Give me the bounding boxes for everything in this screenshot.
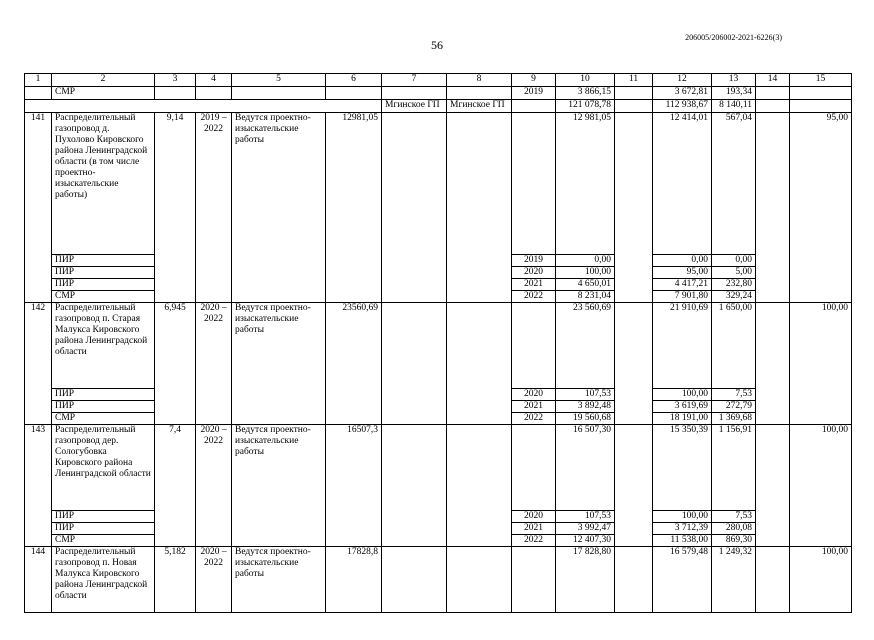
- gasification-program-table: [24, 73, 852, 613]
- amount-local: 1 249,32: [712, 547, 756, 613]
- item-number: 144: [25, 547, 52, 613]
- amount-local: 8 140,11: [712, 100, 756, 113]
- stage-label: ПИР: [52, 255, 155, 267]
- stage-label: ПИР: [52, 389, 155, 401]
- amount-local: 7,53: [712, 389, 756, 401]
- year-cell: 2022: [512, 413, 556, 425]
- amount-federal: 3 712,39: [653, 523, 712, 535]
- period-cell: 2020 – 2022: [196, 425, 232, 547]
- item-row: [25, 547, 852, 613]
- document-code: 206005/206002-2021-6226(3): [685, 33, 782, 42]
- item-row: [25, 303, 852, 389]
- col-header: 6: [326, 74, 382, 87]
- amount-local: 1 650,00: [712, 303, 756, 389]
- amount-federal: 0,00: [653, 255, 712, 267]
- municipality-total-row: [25, 100, 852, 113]
- length-cell: 5,182: [155, 547, 196, 613]
- item-number: 143: [25, 425, 52, 547]
- amount-total: 12 407,30: [556, 535, 615, 547]
- col-header: 15: [790, 74, 852, 87]
- amount-local: 7,53: [712, 511, 756, 523]
- period-cell: 2020 – 2022: [196, 547, 232, 613]
- amount-federal: 3 672,81: [653, 87, 712, 100]
- status-cell: Ведутся проектно-изыскательские работы: [232, 425, 326, 547]
- period-cell: 2020 – 2022: [196, 303, 232, 425]
- cost-cell: 17828,8: [326, 547, 382, 613]
- completion-cell: 100,00: [790, 425, 852, 547]
- column-number-header-row: [25, 74, 852, 87]
- col-header: 10: [556, 74, 615, 87]
- stage-label: СМР: [52, 535, 155, 547]
- amount-federal: 11 538,00: [653, 535, 712, 547]
- stage-label: СМР: [52, 291, 155, 303]
- col-header: 5: [232, 74, 326, 87]
- amount-total: 3 892,48: [556, 401, 615, 413]
- amount-total: 19 560,68: [556, 413, 615, 425]
- length-cell: 7,4: [155, 425, 196, 547]
- item-name: Распределительный газопровод п. Старая Малукса Кировского района Ленинградской области: [52, 303, 155, 389]
- cost-cell: 16507,3: [326, 425, 382, 547]
- amount-federal: 18 191,00: [653, 413, 712, 425]
- amount-local: 869,30: [712, 535, 756, 547]
- stage-label: ПИР: [52, 523, 155, 535]
- year-cell: 2021: [512, 279, 556, 291]
- item-number: 141: [25, 113, 52, 303]
- amount-federal: 7 901,80: [653, 291, 712, 303]
- amount-total: 16 507,30: [556, 425, 615, 511]
- year-cell: 2020: [512, 267, 556, 279]
- amount-total: 4 650,01: [556, 279, 615, 291]
- col-header: 13: [712, 74, 756, 87]
- length-cell: 9,14: [155, 113, 196, 303]
- stage-label: ПИР: [52, 401, 155, 413]
- year-cell: 2019: [512, 87, 556, 100]
- amount-total: 121 078,78: [556, 100, 615, 113]
- col-header: 12: [653, 74, 712, 87]
- completion-cell: 100,00: [790, 303, 852, 425]
- completion-cell: 100,00: [790, 547, 852, 613]
- cost-cell: 23560,69: [326, 303, 382, 425]
- item-row: [25, 113, 852, 255]
- page-number: 56: [431, 38, 443, 52]
- amount-total: 3 992,47: [556, 523, 615, 535]
- amount-total: 17 828,80: [556, 547, 615, 613]
- stage-label: ПИР: [52, 267, 155, 279]
- amount-federal: 95,00: [653, 267, 712, 279]
- year-cell: 2019: [512, 255, 556, 267]
- col-header: 1: [25, 74, 52, 87]
- year-cell: 2021: [512, 401, 556, 413]
- amount-local: 232,80: [712, 279, 756, 291]
- item-name: Распределительный газопровод п. Новая Малукса Кировского района Ленинградской области: [52, 547, 155, 613]
- amount-federal: 15 350,39: [653, 425, 712, 511]
- item-name: Распределительный газопровод д. Пухолово Кировского района Ленинградской области (в том числе проектно-изыскательские работы): [52, 113, 155, 255]
- amount-total: 0,00: [556, 255, 615, 267]
- col-header: 14: [756, 74, 790, 87]
- col-header: 8: [447, 74, 512, 87]
- stage-label: СМР: [52, 87, 155, 100]
- stage-label: ПИР: [52, 511, 155, 523]
- year-cell: 2020: [512, 511, 556, 523]
- amount-total: 23 560,69: [556, 303, 615, 389]
- amount-total: 107,53: [556, 511, 615, 523]
- amount-local: 567,04: [712, 113, 756, 255]
- amount-total: 8 231,04: [556, 291, 615, 303]
- year-cell: 2022: [512, 291, 556, 303]
- year-cell: 2021: [512, 523, 556, 535]
- amount-federal: 100,00: [653, 389, 712, 401]
- col-header: 9: [512, 74, 556, 87]
- amount-local: 329,24: [712, 291, 756, 303]
- length-cell: 6,945: [155, 303, 196, 425]
- amount-local: 0,00: [712, 255, 756, 267]
- stage-label: ПИР: [52, 279, 155, 291]
- status-cell: Ведутся проектно-изыскательские работы: [232, 113, 326, 303]
- municipality-cell: Мгинское ГП: [447, 100, 512, 113]
- year-cell: 2022: [512, 535, 556, 547]
- col-header: 3: [155, 74, 196, 87]
- amount-federal: 21 910,69: [653, 303, 712, 389]
- item-name: Распределительный газопровод дер. Сологубовка Кировского района Ленинградской области: [52, 425, 155, 511]
- amount-local: 193,34: [712, 87, 756, 100]
- stage-label: СМР: [52, 413, 155, 425]
- year-cell: 2020: [512, 389, 556, 401]
- cost-cell: 12981,05: [326, 113, 382, 303]
- col-header: 2: [52, 74, 155, 87]
- amount-total: 100,00: [556, 267, 615, 279]
- amount-federal: 3 619,69: [653, 401, 712, 413]
- carryover-smr-row: [25, 87, 852, 100]
- col-header: 11: [615, 74, 653, 87]
- amount-local: 280,08: [712, 523, 756, 535]
- item-number: 142: [25, 303, 52, 425]
- status-cell: Ведутся проектно-изыскательские работы: [232, 303, 326, 425]
- amount-local: 272,79: [712, 401, 756, 413]
- amount-total: 107,53: [556, 389, 615, 401]
- period-cell: 2019 – 2022: [196, 113, 232, 303]
- col-header: 7: [382, 74, 447, 87]
- amount-local: 5,00: [712, 267, 756, 279]
- col-header: 4: [196, 74, 232, 87]
- item-row: [25, 425, 852, 511]
- amount-federal: 16 579,48: [653, 547, 712, 613]
- completion-cell: 95,00: [790, 113, 852, 303]
- amount-local: 1 369,68: [712, 413, 756, 425]
- amount-total: 3 866,15: [556, 87, 615, 100]
- amount-federal: 100,00: [653, 511, 712, 523]
- amount-federal: 112 938,67: [653, 100, 712, 113]
- amount-total: 12 981,05: [556, 113, 615, 255]
- amount-local: 1 156,91: [712, 425, 756, 511]
- status-cell: Ведутся проектно-изыскательские работы: [232, 547, 326, 613]
- amount-federal: 12 414,01: [653, 113, 712, 255]
- amount-federal: 4 417,21: [653, 279, 712, 291]
- municipality-cell: Мгинское ГП: [382, 100, 447, 113]
